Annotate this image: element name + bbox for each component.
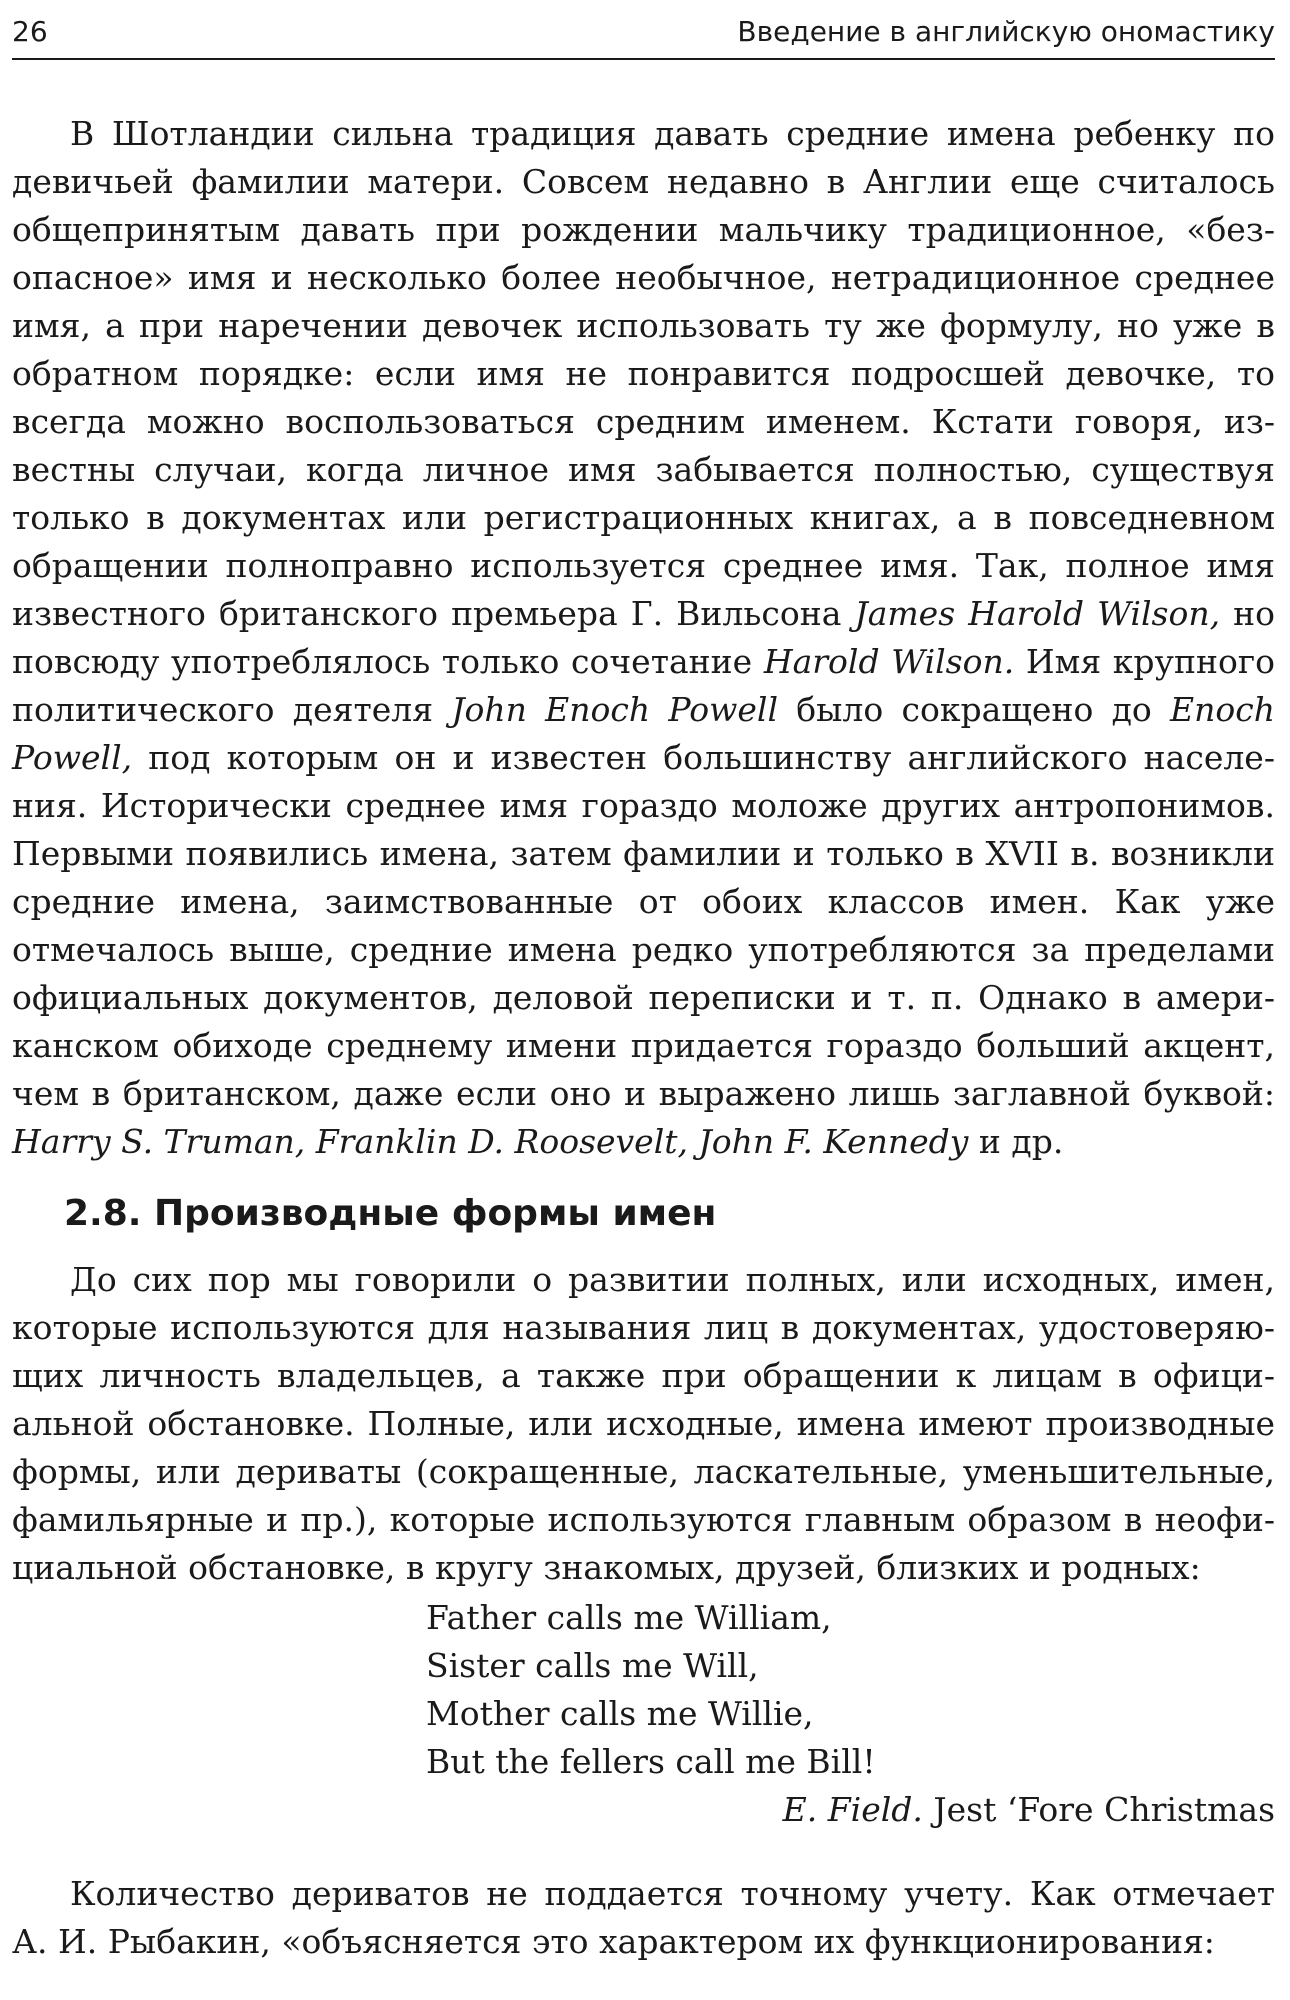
poem-line: But the fellers call me Bill!: [426, 1742, 876, 1781]
italic-name: James Harold Wilson,: [854, 594, 1221, 633]
paragraph-text: и др.: [968, 1122, 1064, 1161]
italic-name: Harry S. Truman, Franklin D. Roosevelt, John F. Kennedy: [12, 1122, 969, 1161]
paragraph-text: Имя крупного политического деятеля: [12, 642, 1275, 729]
poem-line: Mother calls me Willie,: [426, 1694, 814, 1733]
poem-source-title: Jest ‘Fore Christmas: [922, 1790, 1275, 1829]
poem-author: E. Field.: [782, 1790, 923, 1829]
header-rule: [12, 58, 1275, 60]
book-page: [12, 0, 1275, 2000]
italic-name: Enoch Powell,: [12, 690, 1275, 777]
paragraph-derivative-forms: До сих пор мы говорили о развитии полных, или исходных, имен, которые используются для называния лиц в документах, удостоверяющих личность владельцев, а также при обращении к лицам в официальной обстановке. Полные, или исходные, имена имеют производные формы, или дериваты (сокращенные, ласкательные, уменьшительные, фамильярные и пр.), которые используются главным образом в неофициальной обстановке, в кругу знакомых, друзей, близких и родных:: [12, 1260, 1275, 1587]
paragraph-text: под которым он и известен большинству английского населения. Исторически среднее имя гораздо моложе других антропонимов. Первыми появились имена, затем фамилии и только в XVII в. возникли средние имена, заимствованные от обоих классов имен. Как уже отмечалось выше, средние имена редко употребляются за пределами официальных документов, деловой переписки и т. п. Однако в американском обиходе среднему имени придается гораздо больший акцент, чем в британском, даже если оно и выражено лишь заглавной буквой:: [12, 738, 1275, 1113]
paragraph-text: было сокращено до: [778, 690, 1171, 729]
section-heading: 2.8. Производные формы имен: [64, 1193, 717, 1234]
poem-line: Sister calls me Will,: [426, 1646, 759, 1685]
paragraph-count: Количество дериватов не поддается точному учету. Как отмечает А. И. Рыбакин, «объясняется это характером их функционирования:: [12, 1874, 1275, 1961]
running-title: Введение в английскую ономастику: [737, 15, 1275, 48]
page-number: 26: [12, 15, 48, 48]
paragraph-text: но повсюду употреблялось только сочетание: [12, 594, 1276, 681]
italic-name: Harold Wilson.: [763, 642, 1015, 681]
poem-line: Father calls me William,: [426, 1598, 832, 1637]
paragraph-middle-names: [12, 110, 1275, 1166]
paragraph-text: В Шотландии сильна традиция давать средние имена ребенку по девичьей фамилии матери. Совсем недавно в Англии еще считалось общепринятым давать при рождении мальчику традиционное, «безопасное» имя и несколько более необычное, нетрадиционное среднее имя, а при наречении девочек использовать ту же формулу, но уже в обратном порядке: если имя не понравится подросшей девочке, то всегда можно воспользоваться средним именем. Кстати говоря, известны случаи, когда личное имя забывается полностью, существуя только в документах или регистрационных книгах, а в повседневном обращении полноправно используется среднее имя. Так, полное имя известного британского премьера Г. Вильсона: [12, 114, 1275, 633]
poem-attribution: [783, 1786, 1275, 1834]
poem-quote: [426, 1594, 876, 1786]
italic-name: John Enoch Powell: [451, 690, 778, 729]
running-head: [12, 6, 1275, 58]
